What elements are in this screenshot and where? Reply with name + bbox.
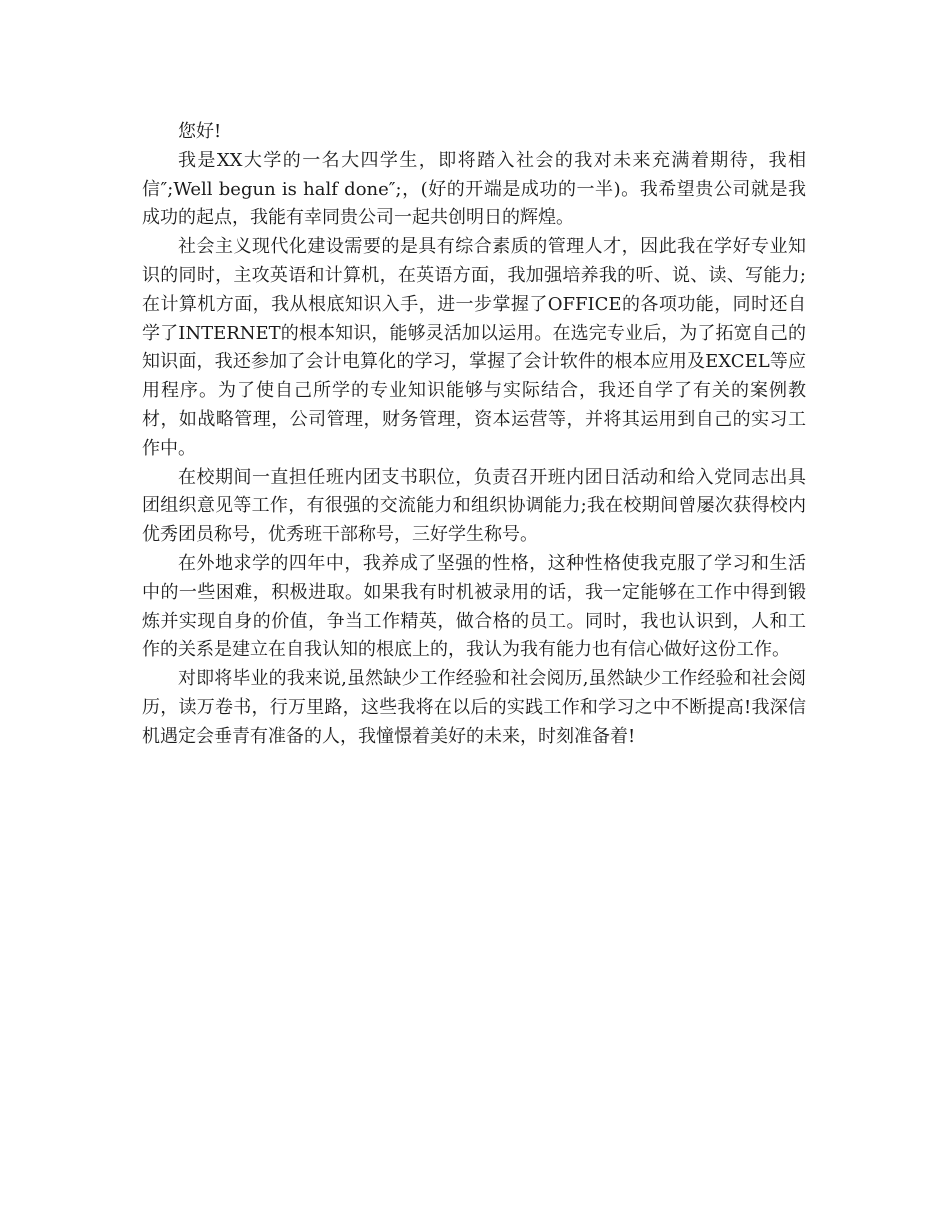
letter-body <box>142 118 806 752</box>
greeting: 您好! <box>178 121 222 142</box>
paragraph-campus-roles: 在校期间一直担任班内团支书职位，负责召开班内团日活动和给入党同志出具团组织意见等工作，有很强的交流能力和组织协调能力;我在校期间曾屡次获得校内优秀团员称号，优秀班干部称号，三好学生称号。 <box>142 466 806 546</box>
paragraph-character: 在外地求学的四年中，我养成了坚强的性格，这种性格使我克服了学习和生活中的一些困难，积极进取。如果我有时机被录用的话，我一定能够在工作中得到锻炼并实现自身的价值，争当工作精英，做合格的员工。同时，我也认识到，人和工作的关系是建立在自我认知的根底上的，我认为我有能力也有信心做好这份工作。 <box>142 552 806 661</box>
paragraph-skills: 社会主义现代化建设需要的是具有综合素质的管理人才，因此我在学好专业知识的同时，主攻英语和计算机，在英语方面，我加强培养我的听、说、读、写能力;在计算机方面，我从根底知识入手，进一步掌握了OFFICE的各项功能，同时还自学了INTERNET的根本知识，能够灵活加以运用。在选完专业后，为了拓宽自己的知识面，我还参加了会计电算化的学习，掌握了会计软件的根本应用及EXCEL等应用程序。为了使自己所学的专业知识能够与实际结合，我还自学了有关的案例教材，如战略管理，公司管理，财务管理，资本运营等，并将其运用到自己的实习工作中。 <box>142 236 806 459</box>
paragraph-closing: 对即将毕业的我来说,虽然缺少工作经验和社会阅历,虽然缺少工作经验和社会阅历，读万卷书，行万里路，这些我将在以后的实践工作和学习之中不断提高!我深信机遇定会垂青有准备的人，我憧憬着美好的未来，时刻准备着! <box>142 668 806 747</box>
paragraph-intro: 我是XX大学的一名大四学生，即将踏入社会的我对未来充满着期待，我相信″;Well begun is half done″;，(好的开端是成功的一半)。我希望贵公司就是我成功的起点，我能有幸同贵公司一起共创明日的辉煌。 <box>142 149 806 229</box>
